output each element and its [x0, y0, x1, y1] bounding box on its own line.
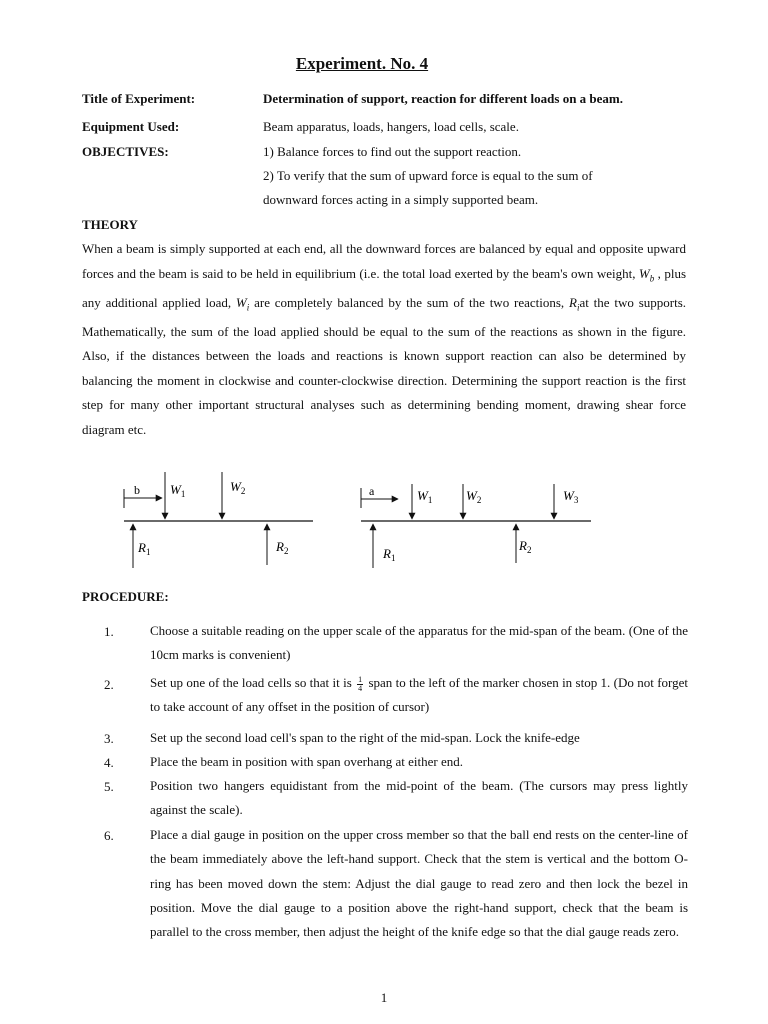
theory-heading: THEORY	[82, 217, 138, 232]
step-number: 2.	[104, 677, 114, 692]
step-number: 5.	[104, 779, 114, 794]
equipment-value: Beam apparatus, loads, hangers, load cells, scale.	[263, 119, 519, 134]
step-text: Position two hangers equidistant from the mid-point of the beam. (The cursors may press lightly against the scale).	[150, 778, 688, 818]
page-number: 1	[380, 990, 388, 1005]
fraction: $\frac{1}{4}$	[358, 674, 363, 693]
step-number: 1.	[104, 624, 114, 639]
title-value: Determination of support, reaction for different loads on a beam.	[263, 91, 624, 106]
dim-label-a: a	[369, 484, 375, 498]
theory-paragraph: When a beam is simply supported at each end, all the downward forces are balanced by equal and opposite upward forces and the beam is said to be held in equilibrium (i.e. the total load exerted by the beam's own weight, $W_b$ , plus any additional applied load, $W_i$ are completely balanced by the sum of the two reactions, $R_iat$ the two supports. Mathematically, the sum of the load applied should be equal to the sum of the reactions as shown in the figure. Also, if the distances between the loads and reactions is known support reaction can also be determined by balancing the moment in clockwise and counter-clockwise direction. Determining the support reaction is the first step for many other important structural analyses such as determining bending moment, drawing shear force diagram etc.	[82, 241, 687, 437]
title-label: Title of Experiment:	[82, 91, 196, 106]
step-text: Choose a suitable reading on the upper scale of the apparatus for the mid-span of the beam. (One of the 10cm marks is convenient)	[150, 623, 688, 663]
wb-symbol: $W_b$	[638, 265, 655, 284]
step-number: 6.	[104, 828, 114, 843]
reaction-label-r1: $R_1$	[138, 540, 151, 557]
load-label-w1: $W_1$	[417, 488, 433, 505]
objective-2-line1: 2) To verify that the sum of upward force is equal to the sum of	[263, 168, 593, 183]
load-label-w3: $W_3$	[563, 488, 579, 505]
reaction-label-r1: $R_1$	[383, 546, 396, 563]
step-text: Set up the second load cell's span to the right of the mid-span. Lock the knife-edge	[150, 730, 580, 745]
load-label-w2: $W_2$	[230, 479, 246, 496]
load-label-w2: $W_2$	[466, 488, 482, 505]
step-text: Set up one of the load cells so that it is $\frac{1}{4}$ span to the left of the marker chosen in stop 1. (Do not forget to take account of any offset in the position of cursor)	[150, 674, 688, 715]
beam-diagram-right	[0, 472, 768, 572]
procedure-heading: PROCEDURE:	[82, 589, 169, 604]
wi-symbol: $W_i$	[235, 294, 250, 313]
step-number: 3.	[104, 731, 114, 746]
objectives-label: OBJECTIVES:	[82, 144, 169, 159]
load-label-w1: $W_1$	[170, 482, 186, 499]
reaction-label-r2: $R_2$	[519, 538, 532, 555]
reaction-label-r2: $R_2$	[276, 539, 289, 556]
step-text: Place the beam in position with span overhang at either end.	[150, 754, 463, 769]
objective-1: 1) Balance forces to find out the support reaction.	[263, 144, 522, 159]
step-number: 4.	[104, 755, 114, 770]
dim-label-b: b	[134, 483, 140, 497]
page-title: Experiment. No. 4	[295, 54, 429, 73]
objective-2-line2: downward forces acting in a simply supported beam.	[263, 192, 539, 207]
step-text: Place a dial gauge in position on the upper cross member so that the ball end rests on the center-line of the beam immediately above the left-hand support. Check that the stem is vertical and the bottom O-ring has been moved down the stem: Adjust the dial gauge to read zero and then lock the bezel in position. Move the dial gauge to a position above the right-hand support, check that the beam is parallel to the cross member, then adjust the height of the knife edge so that the dial gauge reads zero.	[150, 827, 688, 940]
ri-symbol: $R_i$	[569, 294, 580, 313]
equipment-label: Equipment Used:	[82, 119, 180, 134]
